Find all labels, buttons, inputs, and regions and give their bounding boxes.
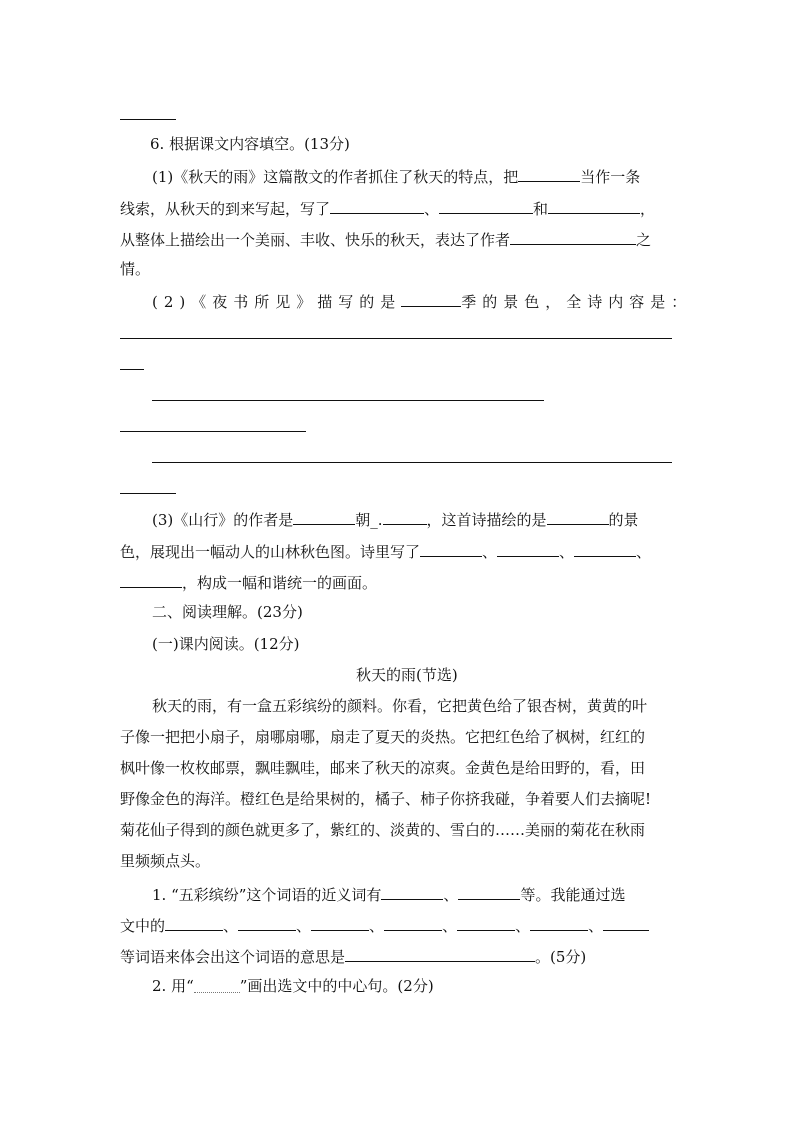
fill-blank[interactable] [120, 571, 182, 588]
text: 季的景色，全诗内容是： [461, 293, 693, 311]
wavy-underline-mark [194, 982, 240, 993]
fill-blank[interactable] [548, 197, 640, 214]
text: 、 [515, 917, 531, 935]
text: 1. “五彩缤纷”这个词语的近义词有 [152, 886, 382, 904]
text: 当作一条 [580, 168, 641, 186]
fill-blank[interactable] [165, 914, 223, 931]
text: 从整体上描绘出一个美丽、丰收、快乐的秋天，表达了作者 [120, 231, 511, 249]
reading-q1-line1 [152, 883, 625, 905]
text: 线索，从秋天的到来写起，写了 [120, 200, 331, 218]
q6-part3-line1 [152, 508, 639, 530]
text: 、 [588, 917, 604, 935]
answer-line[interactable] [120, 431, 306, 432]
fill-blank[interactable] [510, 228, 636, 245]
answer-line[interactable] [120, 369, 144, 370]
fill-blank[interactable] [238, 914, 296, 931]
text: ，这首诗描绘的是 [426, 511, 547, 529]
fill-blank[interactable] [401, 290, 461, 307]
question-6-title: 6. 根据课文内容填空。(13分) [150, 135, 350, 153]
q6-part3-line3 [120, 571, 377, 593]
text: ， [640, 200, 656, 218]
text: 、 [424, 200, 440, 218]
answer-line[interactable] [120, 338, 672, 339]
reading-q2 [152, 976, 434, 996]
q6-part1-line4: 情。 [120, 260, 151, 278]
text: (3)《山行》的作者是 [152, 511, 294, 529]
q6-part1-line3 [120, 228, 651, 250]
answer-line[interactable] [120, 493, 176, 494]
q6-part1-line2 [120, 197, 655, 219]
fill-blank[interactable] [574, 540, 636, 557]
text: 之 [636, 231, 652, 249]
answer-line[interactable] [152, 400, 544, 401]
fill-blank[interactable] [420, 540, 482, 557]
fill-blank[interactable] [518, 165, 580, 182]
fill-blank[interactable] [530, 914, 588, 931]
text: (2)《夜书所见》描写的是 [152, 293, 402, 311]
text: 等。我能通过选 [520, 886, 626, 904]
fill-blank[interactable] [439, 197, 533, 214]
fill-blank[interactable] [383, 508, 427, 525]
q6-part1-line1 [152, 165, 640, 187]
text: 、 [482, 543, 498, 561]
fill-blank[interactable] [345, 945, 535, 962]
text: 、 [636, 543, 652, 561]
section-2-sub1: (一)课内阅读。(12分) [152, 635, 300, 653]
section-2-title: 二、阅读理解。(23分) [152, 603, 303, 621]
text: ，构成一幅和谐统一的画面。 [182, 574, 378, 592]
passage-line: 秋天的雨，有一盒五彩缤纷的颜料。你看，它把黄色给了银杏树，黄黄的叶 [152, 697, 648, 715]
reading-q1-line2 [120, 914, 649, 936]
fill-blank[interactable] [457, 914, 515, 931]
fill-blank[interactable] [497, 540, 559, 557]
fill-blank[interactable] [458, 883, 520, 900]
text: 、 [296, 917, 312, 935]
text: 、 [223, 917, 239, 935]
passage-line: 野像金色的海洋。橙红色是给果树的，橘子、柿子你挤我碰，争着要人们去摘呢! [120, 790, 652, 808]
fill-blank[interactable] [603, 914, 649, 931]
q6-part2-line1 [152, 290, 692, 312]
text: (1)《秋天的雨》这篇散文的作者抓住了秋天的特点，把 [152, 168, 519, 186]
text: 的景 [608, 511, 639, 529]
fill-blank[interactable] [330, 197, 424, 214]
passage-line: 枫叶像一枚枚邮票，飘哇飘哇，邮来了秋天的凉爽。金黄色是给田野的，看，田 [120, 759, 646, 777]
text: 文中的 [120, 917, 166, 935]
answer-line[interactable] [120, 119, 176, 120]
q6-part3-line2 [120, 540, 651, 562]
fill-blank[interactable] [547, 508, 609, 525]
fill-blank[interactable] [384, 914, 442, 931]
fill-blank[interactable] [311, 914, 369, 931]
fill-blank[interactable] [381, 883, 443, 900]
fill-blank[interactable] [293, 508, 355, 525]
text: 和 [533, 200, 549, 218]
passage-line: 子像一把把小扇子，扇哪扇哪，扇走了夏天的炎热。它把红色给了枫树，红红的 [120, 728, 646, 746]
text: 、 [442, 917, 458, 935]
passage-title: 秋天的雨(节选) [356, 666, 458, 684]
text: 。(5分) [535, 948, 587, 966]
text: 色，展现出一幅动人的山林秋色图。诗里写了 [120, 543, 421, 561]
text: 2. 用“ [152, 977, 194, 995]
text: 朝_. [355, 511, 383, 529]
answer-line[interactable] [152, 462, 672, 463]
text: 等词语来体会出这个词语的意思是 [120, 948, 346, 966]
passage-line: 菊花仙子得到的颜色就更多了，紫红的、淡黄的、雪白的……美丽的菊花在秋雨 [120, 821, 646, 839]
passage-line: 里频频点头。 [120, 852, 211, 870]
reading-q1-line3 [120, 945, 586, 967]
text: 、 [443, 886, 459, 904]
text: 、 [369, 917, 385, 935]
text: ”画出选文中的中心句。(2分) [239, 977, 434, 995]
text: 、 [559, 543, 575, 561]
